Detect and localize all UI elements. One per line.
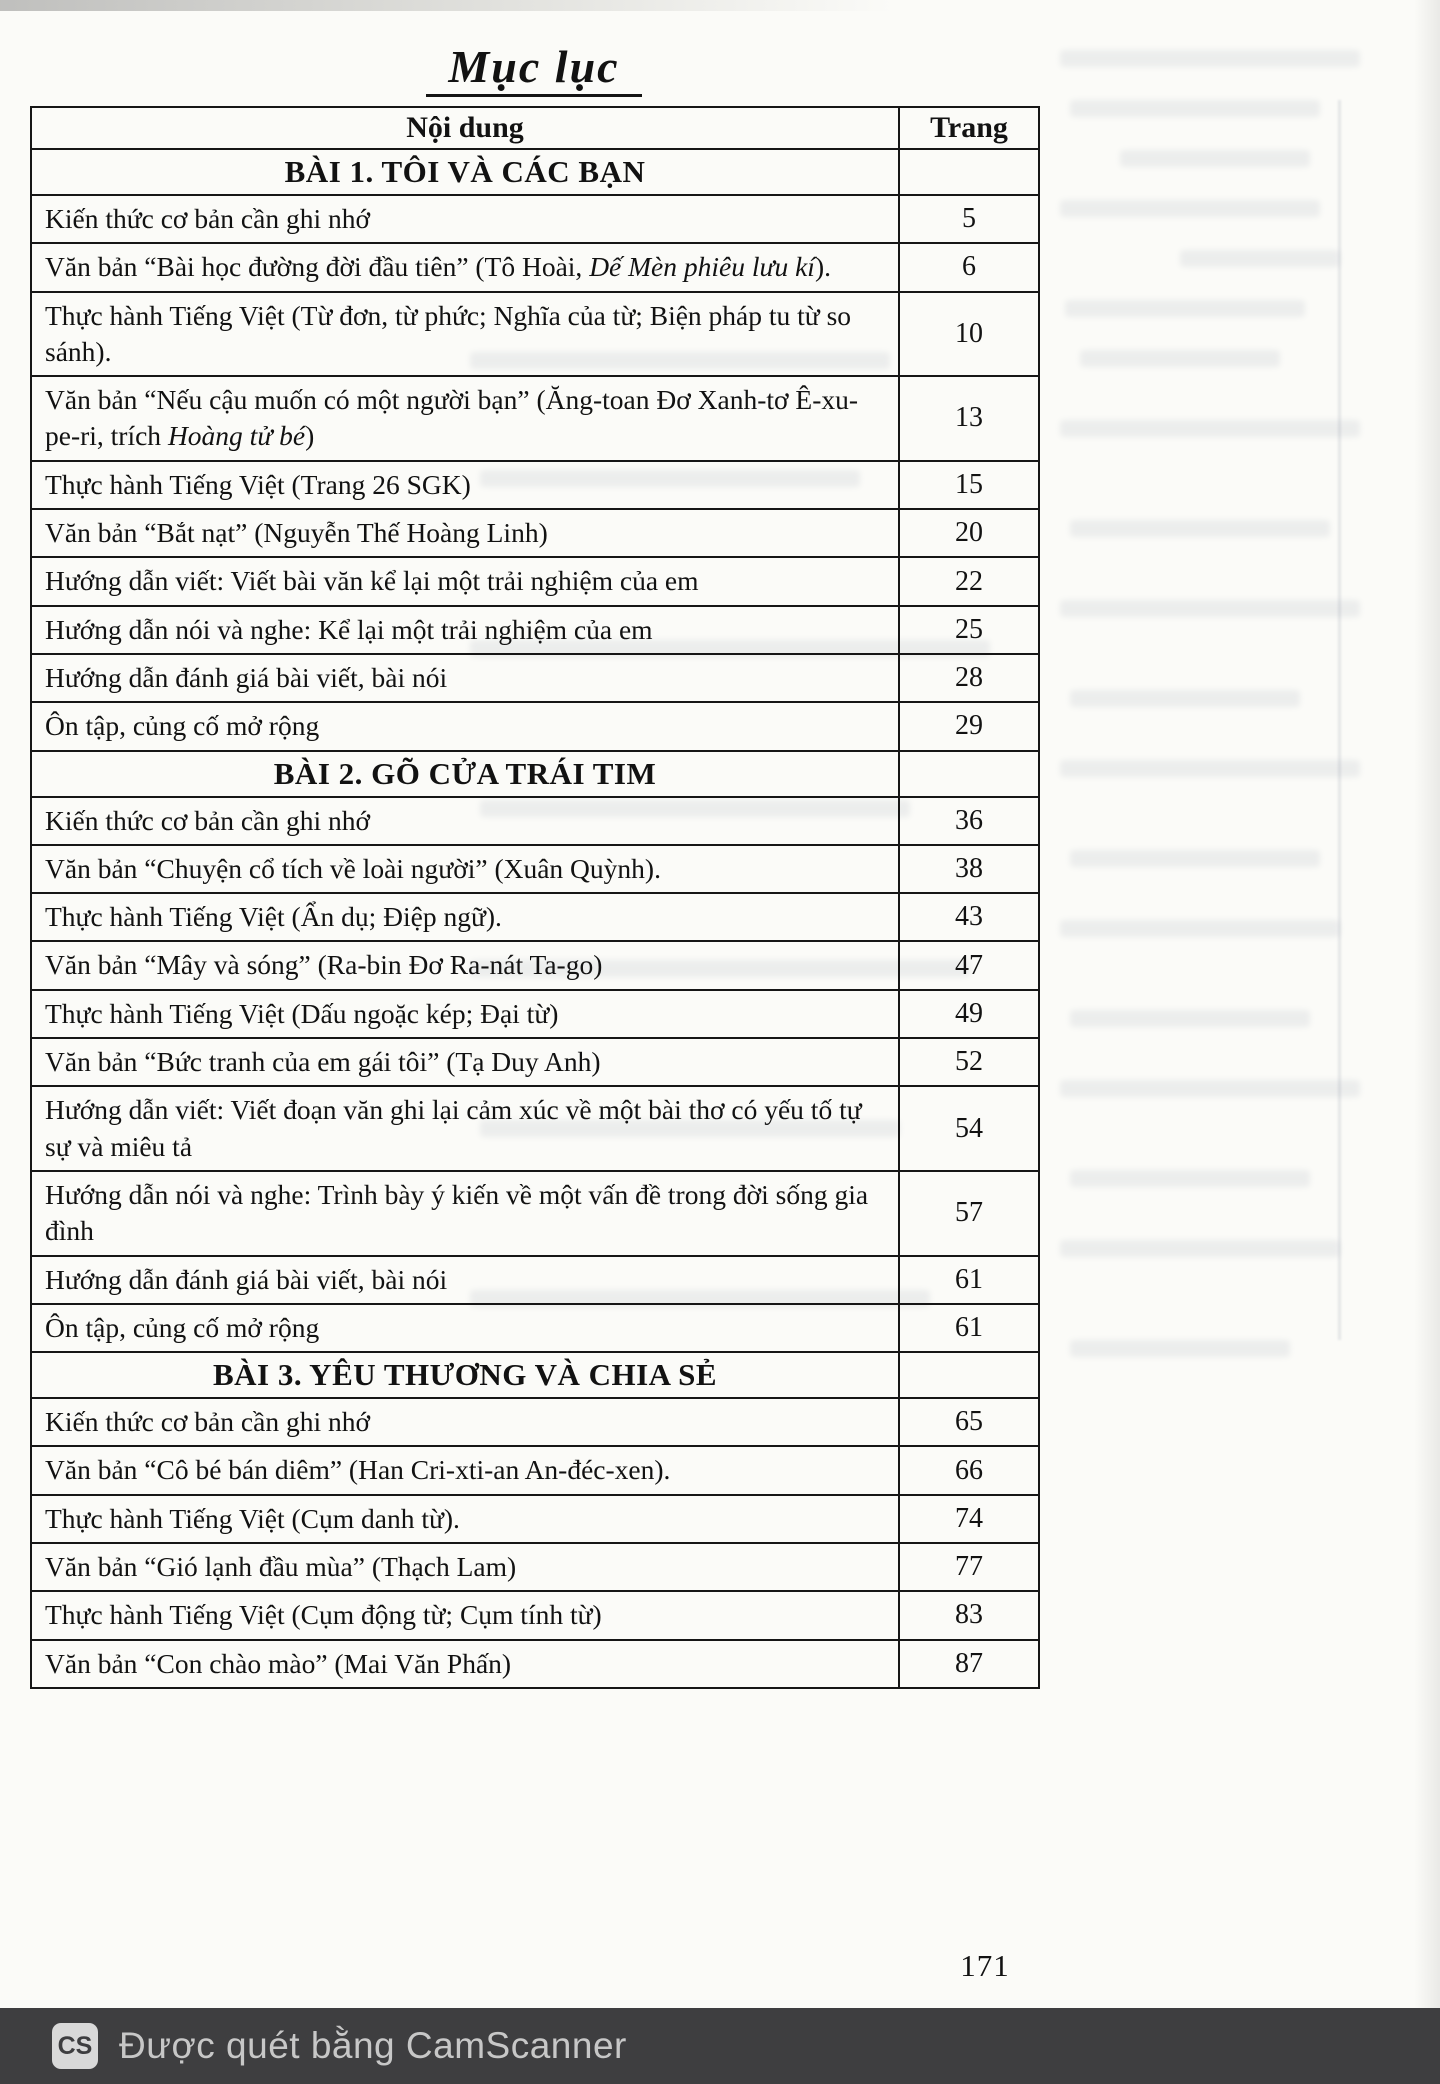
bleed-through-artifact bbox=[1065, 300, 1305, 317]
row-page: 83 bbox=[899, 1591, 1039, 1639]
row-content: Văn bản “Bắt nạt” (Nguyễn Thế Hoàng Linh) bbox=[31, 509, 899, 557]
table-row bbox=[31, 1640, 1039, 1688]
table-row bbox=[31, 461, 1039, 509]
row-page: 66 bbox=[899, 1446, 1039, 1494]
bleed-through-artifact bbox=[1070, 850, 1320, 867]
section-page-cell bbox=[899, 1352, 1039, 1398]
bleed-through-artifact bbox=[1120, 150, 1310, 167]
row-content: Hướng dẫn viết: Viết bài văn kể lại một trải nghiệm của em bbox=[31, 557, 899, 605]
row-page: 77 bbox=[899, 1543, 1039, 1591]
row-content: Văn bản “Cô bé bán diêm” (Han Cri-xti-an An-đéc-xen). bbox=[31, 1446, 899, 1494]
bleed-through-artifact bbox=[1338, 100, 1341, 1340]
bleed-through-artifact bbox=[1060, 1240, 1340, 1257]
bleed-through-artifact bbox=[1060, 50, 1360, 67]
row-page: 13 bbox=[899, 376, 1039, 461]
table-header-row bbox=[31, 107, 1039, 149]
table-row bbox=[31, 654, 1039, 702]
row-content: Văn bản “Con chào mào” (Mai Văn Phấn) bbox=[31, 1640, 899, 1688]
table-row bbox=[31, 195, 1039, 243]
row-content: Hướng dẫn nói và nghe: Trình bày ý kiến về một vấn đề trong đời sống gia đình bbox=[31, 1171, 899, 1256]
row-content: Kiến thức cơ bản cần ghi nhớ bbox=[31, 797, 899, 845]
camscanner-logo: CS bbox=[52, 2023, 98, 2069]
row-page: 54 bbox=[899, 1086, 1039, 1171]
row-page: 20 bbox=[899, 509, 1039, 557]
table-row bbox=[31, 941, 1039, 989]
table-row bbox=[31, 1543, 1039, 1591]
table-row bbox=[31, 797, 1039, 845]
table-row bbox=[31, 845, 1039, 893]
bleed-through-artifact bbox=[1070, 1010, 1310, 1027]
table-row bbox=[31, 376, 1039, 461]
bleed-through-artifact bbox=[1070, 520, 1330, 537]
camscanner-watermark-text: Được quét bằng CamScanner bbox=[119, 2025, 627, 2066]
table-row bbox=[31, 990, 1039, 1038]
row-content: Thực hành Tiếng Việt (Ẩn dụ; Điệp ngữ). bbox=[31, 893, 899, 941]
row-content: Hướng dẫn nói và nghe: Kể lại một trải nghiệm của em bbox=[31, 606, 899, 654]
row-page: 29 bbox=[899, 702, 1039, 750]
section-header-row bbox=[31, 751, 1039, 797]
row-content: Kiến thức cơ bản cần ghi nhớ bbox=[31, 1398, 899, 1446]
row-content: Thực hành Tiếng Việt (Dấu ngoặc kép; Đại từ) bbox=[31, 990, 899, 1038]
table-row bbox=[31, 1038, 1039, 1086]
row-page: 61 bbox=[899, 1256, 1039, 1304]
table-row bbox=[31, 557, 1039, 605]
table-row bbox=[31, 606, 1039, 654]
scan-edge-artifact bbox=[0, 0, 893, 11]
row-page: 52 bbox=[899, 1038, 1039, 1086]
row-page: 47 bbox=[899, 941, 1039, 989]
table-row bbox=[31, 1086, 1039, 1171]
bleed-through-artifact bbox=[1070, 690, 1300, 707]
printed-page-number: 171 bbox=[960, 1948, 1010, 1983]
row-page: 57 bbox=[899, 1171, 1039, 1256]
bleed-through-artifact bbox=[1060, 200, 1320, 217]
row-content: Kiến thức cơ bản cần ghi nhớ bbox=[31, 195, 899, 243]
row-content: Văn bản “Nếu cậu muốn có một người bạn” (Ăng-toan Đơ Xanh-tơ Ê-xu-pe-ri, trích Hoàng tử bé) bbox=[31, 376, 899, 461]
row-page: 6 bbox=[899, 243, 1039, 291]
row-content: Hướng dẫn đánh giá bài viết, bài nói bbox=[31, 1256, 899, 1304]
row-content: Văn bản “Bài học đường đời đầu tiên” (Tô Hoài, Dế Mèn phiêu lưu kí). bbox=[31, 243, 899, 291]
section-header-row bbox=[31, 149, 1039, 195]
row-content: Văn bản “Chuyện cổ tích về loài người” (Xuân Quỳnh). bbox=[31, 845, 899, 893]
table-row bbox=[31, 1398, 1039, 1446]
page-title: Mục lục bbox=[426, 40, 641, 97]
column-header-content: Nội dung bbox=[31, 107, 899, 149]
bleed-through-artifact bbox=[1060, 420, 1360, 437]
column-header-page: Trang bbox=[899, 107, 1039, 149]
table-row bbox=[31, 243, 1039, 291]
bleed-through-artifact bbox=[1180, 250, 1340, 267]
bleed-through-artifact bbox=[1060, 920, 1340, 937]
row-content: Văn bản “Gió lạnh đầu mùa” (Thạch Lam) bbox=[31, 1543, 899, 1591]
page-edge-shadow bbox=[1414, 0, 1440, 2084]
toc-table-body bbox=[31, 149, 1039, 1688]
row-content: Văn bản “Mây và sóng” (Ra-bin Đơ Ra-nát Ta-go) bbox=[31, 941, 899, 989]
table-row bbox=[31, 1256, 1039, 1304]
section-title: BÀI 1. TÔI VÀ CÁC BẠN bbox=[31, 149, 899, 195]
row-content: Hướng dẫn viết: Viết đoạn văn ghi lại cảm xúc về một bài thơ có yếu tố tự sự và miêu tả bbox=[31, 1086, 899, 1171]
row-page: 25 bbox=[899, 606, 1039, 654]
camscanner-bar bbox=[0, 2008, 1440, 2084]
row-content: Ôn tập, củng cố mở rộng bbox=[31, 702, 899, 750]
table-row bbox=[31, 292, 1039, 377]
table-row bbox=[31, 1495, 1039, 1543]
section-page-cell bbox=[899, 149, 1039, 195]
row-page: 74 bbox=[899, 1495, 1039, 1543]
row-content: Thực hành Tiếng Việt (Cụm động từ; Cụm tính từ) bbox=[31, 1591, 899, 1639]
bleed-through-artifact bbox=[1070, 1340, 1290, 1357]
page-header bbox=[30, 40, 1038, 97]
bleed-through-artifact bbox=[1070, 100, 1320, 117]
row-page: 10 bbox=[899, 292, 1039, 377]
table-row bbox=[31, 509, 1039, 557]
table-row bbox=[31, 893, 1039, 941]
row-page: 15 bbox=[899, 461, 1039, 509]
row-content: Thực hành Tiếng Việt (Cụm danh từ). bbox=[31, 1495, 899, 1543]
bleed-through-artifact bbox=[1080, 350, 1280, 367]
table-row bbox=[31, 702, 1039, 750]
bleed-through-artifact bbox=[1060, 1080, 1360, 1097]
row-page: 87 bbox=[899, 1640, 1039, 1688]
row-content: Văn bản “Bức tranh của em gái tôi” (Tạ Duy Anh) bbox=[31, 1038, 899, 1086]
table-row bbox=[31, 1171, 1039, 1256]
section-title: BÀI 2. GÕ CỬA TRÁI TIM bbox=[31, 751, 899, 797]
bleed-through-artifact bbox=[1070, 1170, 1310, 1187]
section-page-cell bbox=[899, 751, 1039, 797]
toc-table bbox=[30, 106, 1040, 1689]
section-title: BÀI 3. YÊU THƯƠNG VÀ CHIA SẺ bbox=[31, 1352, 899, 1398]
section-header-row bbox=[31, 1352, 1039, 1398]
table-row bbox=[31, 1446, 1039, 1494]
row-page: 28 bbox=[899, 654, 1039, 702]
row-content: Ôn tập, củng cố mở rộng bbox=[31, 1304, 899, 1352]
row-content: Thực hành Tiếng Việt (Trang 26 SGK) bbox=[31, 461, 899, 509]
row-page: 61 bbox=[899, 1304, 1039, 1352]
row-page: 49 bbox=[899, 990, 1039, 1038]
row-page: 43 bbox=[899, 893, 1039, 941]
bleed-through-artifact bbox=[1060, 760, 1360, 777]
row-page: 65 bbox=[899, 1398, 1039, 1446]
bleed-through-artifact bbox=[1060, 600, 1360, 617]
row-content: Hướng dẫn đánh giá bài viết, bài nói bbox=[31, 654, 899, 702]
row-page: 5 bbox=[899, 195, 1039, 243]
row-content: Thực hành Tiếng Việt (Từ đơn, từ phức; Nghĩa của từ; Biện pháp tu từ so sánh). bbox=[31, 292, 899, 377]
row-page: 36 bbox=[899, 797, 1039, 845]
row-page: 22 bbox=[899, 557, 1039, 605]
table-row bbox=[31, 1304, 1039, 1352]
row-page: 38 bbox=[899, 845, 1039, 893]
table-row bbox=[31, 1591, 1039, 1639]
